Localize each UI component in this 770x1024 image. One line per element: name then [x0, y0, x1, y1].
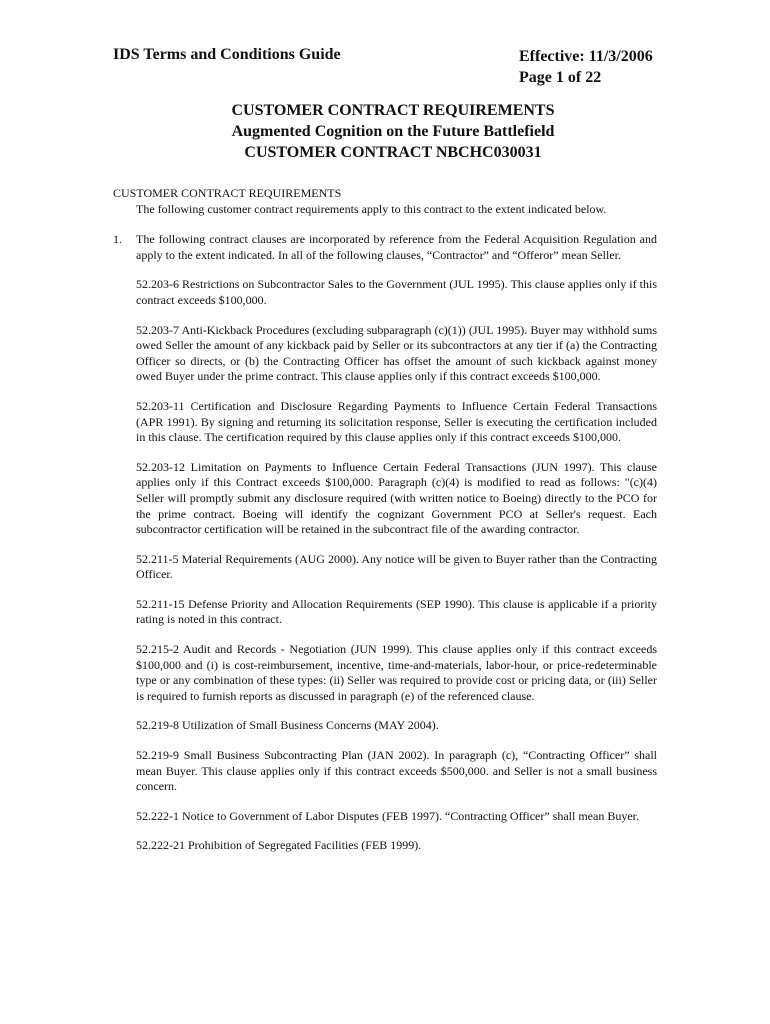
- title-line-2: Augmented Cognition on the Future Battlefield: [231, 123, 555, 140]
- page-number: Page 1 of 22: [519, 69, 602, 86]
- clause-52-203-7: 52.203-7 Anti-Kickback Procedures (excluding subparagraph (c)(1)) (JUL 1995). Buyer may withhold sums owed Seller the amount of any kickback paid by Seller or its subcontractors at any tier if (a) the Contracting Officer so directs, or (b) the Contracting Officer has offset the amount of such kickback against money owed Buyer under the prime contract. This clause applies only if this contract exceeds $100,000.: [136, 322, 657, 384]
- clause-52-219-8: 52.219-8 Utilization of Small Business Concerns (MAY 2004).: [136, 718, 439, 733]
- title-line-3: CUSTOMER CONTRACT NBCHC030031: [244, 144, 542, 161]
- clause-52-203-11: 52.203-11 Certification and Disclosure Regarding Payments to Influence Certain Federal Transactions (APR 1991). By signing and returning its solicitation response, Seller is executing the certification included in this clause. The certification required by this clause applies only if this contract exceeds $100,000.: [136, 398, 657, 445]
- clause-52-222-21: 52.222-21 Prohibition of Segregated Facilities (FEB 1999).: [136, 838, 422, 853]
- section-heading: CUSTOMER CONTRACT REQUIREMENTS: [113, 186, 342, 200]
- document-body: [113, 186, 657, 854]
- clause-list: [136, 277, 657, 854]
- clause-52-215-2: 52.215-2 Audit and Records - Negotiation (JUN 1999). This clause applies only if this contract exceeds $100,000 and (i) is cost-reimbursement, incentive, time-and-materials, labor-hour, or price-redeterminable type or any combination of these types: (ii) Seller was required to provide cost or pricing data, or (iii) Seller is required to furnish reports as discussed in paragraph (e) of the referenced clause.: [136, 642, 657, 703]
- clause-52-211-5: 52.211-5 Material Requirements (AUG 2000). Any notice will be given to Buyer rather than the Contracting Officer.: [136, 551, 657, 582]
- effective-date: Effective: 11/3/2006: [519, 48, 653, 65]
- document-title: [0, 100, 770, 163]
- clause-52-203-6: 52.203-6 Restrictions on Subcontractor Sales to the Government (JUL 1995). This clause applies only if this contract exceeds $100,000.: [136, 277, 657, 307]
- title-line-1: CUSTOMER CONTRACT REQUIREMENTS: [231, 102, 555, 119]
- clause-52-203-12: 52.203-12 Limitation on Payments to Influence Certain Federal Transactions (JUN 1997). This clause applies only if this Contract exceeds $100,000. Paragraph (c)(4) is modified to read as follows: "(c)(4) Seller will promptly submit any disclosure required (with written notice to Boeing) directly to the PCO for the prime contract. Boeing will identify the cognizant Government PCO at Seller's request. Each subcontractor certification will be retained in the subcontract file of the awarding contractor.: [136, 459, 657, 537]
- list-text: The following contract clauses are incorporated by reference from the Federal Acquisition Regulation and apply to the extent indicated. In all of the following clauses, “Contractor” and “Offeror” mean Seller.: [136, 232, 657, 262]
- section-intro: The following customer contract requirements apply to this contract to the extent indicated below.: [136, 201, 607, 216]
- clause-52-219-9: 52.219-9 Small Business Subcontracting Plan (JAN 2002). In paragraph (c), “Contracting Officer” shall mean Buyer. This clause applies only if this contract exceeds $500,000. and Seller is not a small business concern.: [136, 748, 657, 794]
- list-item-1: [113, 232, 657, 263]
- document-header-title: IDS Terms and Conditions Guide: [113, 46, 341, 63]
- document-header-meta: [519, 46, 653, 88]
- clause-52-222-1: 52.222-1 Notice to Government of Labor Disputes (FEB 1997). “Contracting Officer” shall mean Buyer.: [136, 808, 639, 823]
- list-number: 1.: [113, 232, 122, 247]
- clause-52-211-15: 52.211-15 Defense Priority and Allocation Requirements (SEP 1990). This clause is applicable if a priority rating is noted in this contract.: [136, 596, 657, 627]
